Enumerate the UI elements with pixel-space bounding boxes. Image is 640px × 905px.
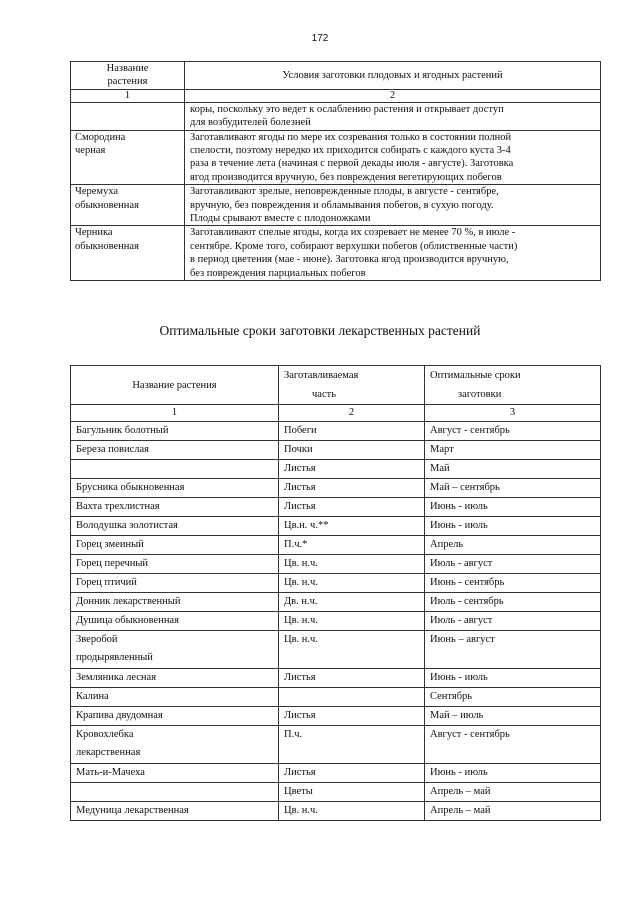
- conditions-text: Заготавливают ягоды по мере их созревания только в состоянии полной спелости, поэтому нередко их приходится собирать с каждого куста 3-4 раза в течение лета (начиная с первой декады июля - августе). Заготовка ягод производится вручную, без повреждения вегетирующих побегов: [185, 130, 601, 185]
- conditions-text: Заготавливают зрелые, неповрежденные плоды, в августе - сентябре, вручную, без повреждения и обламывания побегов, в сухую погоду. Плоды срывают вместе с плодоножками: [185, 185, 601, 226]
- table-row: [71, 479, 601, 498]
- table-row: [71, 130, 601, 185]
- harvest-conditions-table: [70, 61, 601, 281]
- optimal-term: Июнь - июль: [425, 498, 601, 517]
- table-row: [71, 726, 601, 764]
- header-plant-name: Название растения: [71, 366, 279, 405]
- harvested-part: Листья: [279, 707, 425, 726]
- table-row: [71, 631, 601, 669]
- section-title: Оптимальные сроки заготовки лекарственных растений: [159, 323, 481, 338]
- plant-name: Кровохлебка лекарственная: [71, 726, 279, 764]
- header-conditions: Условия заготовки плодовых и ягодных растений: [185, 62, 601, 90]
- optimal-term: Апрель: [425, 536, 601, 555]
- table-row: [71, 688, 601, 707]
- plant-name: Горец змеиный: [71, 536, 279, 555]
- harvested-part: Цв. н.ч.: [279, 574, 425, 593]
- plant-name: Медуница лекарственная: [71, 802, 279, 821]
- table-row: [71, 764, 601, 783]
- harvested-part: Цв. н.ч.: [279, 612, 425, 631]
- plant-name: Черемуха обыкновенная: [71, 185, 185, 226]
- table-row: [71, 555, 601, 574]
- plant-name: Земляника лесная: [71, 669, 279, 688]
- conditions-text: коры, поскольку это ведет к ослаблению растения и открывает доступ для возбудителей болезней: [185, 102, 601, 130]
- harvested-part: Цветы: [279, 783, 425, 802]
- harvested-part: П.ч.: [279, 726, 425, 764]
- harvested-part: [279, 688, 425, 707]
- plant-name: Мать-и-Мачеха: [71, 764, 279, 783]
- harvested-part: Листья: [279, 460, 425, 479]
- optimal-term: Апрель – май: [425, 802, 601, 821]
- table-row: [71, 669, 601, 688]
- optimal-term: Август - сентябрь: [425, 726, 601, 764]
- table-row: [71, 707, 601, 726]
- table-row: [71, 802, 601, 821]
- plant-name: Багульник болотный: [71, 422, 279, 441]
- harvested-part: Листья: [279, 479, 425, 498]
- plant-name: Зверобой продырявленный: [71, 631, 279, 669]
- table-row: [71, 226, 601, 281]
- plant-name: Душица обыкновенная: [71, 612, 279, 631]
- harvested-part: Листья: [279, 669, 425, 688]
- plant-name: Горец птичий: [71, 574, 279, 593]
- harvested-part: Почки: [279, 441, 425, 460]
- header-optimal-terms: Оптимальные сроки заготовки: [425, 366, 601, 405]
- optimal-term: Август - сентябрь: [425, 422, 601, 441]
- optimal-term: Июнь - сентябрь: [425, 574, 601, 593]
- optimal-term: Сентябрь: [425, 688, 601, 707]
- plant-name: Черника обыкновенная: [71, 226, 185, 281]
- table-row: [71, 422, 601, 441]
- harvest-terms-table: [70, 365, 601, 821]
- plant-name: Крапива двудомная: [71, 707, 279, 726]
- plant-name: [71, 460, 279, 479]
- harvested-part: Дв. н.ч.: [279, 593, 425, 612]
- table-header-row: [71, 366, 601, 405]
- harvested-part: Побеги: [279, 422, 425, 441]
- harvested-part: Цв. н.ч.: [279, 555, 425, 574]
- optimal-term: Апрель – май: [425, 783, 601, 802]
- column-numbering-row: 1 2: [71, 89, 601, 102]
- conditions-text: Заготавливают спелые ягоды, когда их созревает не менее 70 %, в июле - сентябре. Кроме того, собирают верхушки побегов (облиственные части) в период цветения (мае - июне). Заготовка ягод производится вручную, без повреждения парциальных побегов: [185, 226, 601, 281]
- plant-name: Калина: [71, 688, 279, 707]
- optimal-term: Июнь - июль: [425, 669, 601, 688]
- table-row: [71, 536, 601, 555]
- table-row: [71, 612, 601, 631]
- optimal-term: Июль - август: [425, 555, 601, 574]
- table-row: [71, 498, 601, 517]
- plant-name: Донник лекарственный: [71, 593, 279, 612]
- harvested-part: Цв.н. ч.**: [279, 517, 425, 536]
- table-header-row: [71, 62, 601, 90]
- table-body: [71, 422, 601, 821]
- table-row: [71, 460, 601, 479]
- plant-name: Володушка золотистая: [71, 517, 279, 536]
- harvested-part: Листья: [279, 498, 425, 517]
- optimal-term: Май: [425, 460, 601, 479]
- table-row: [71, 517, 601, 536]
- plant-name: Брусника обыкновенная: [71, 479, 279, 498]
- table-row: [71, 574, 601, 593]
- table-row: [71, 783, 601, 802]
- harvested-part: П.ч.*: [279, 536, 425, 555]
- plant-name: Береза повислая: [71, 441, 279, 460]
- optimal-term: Май – июль: [425, 707, 601, 726]
- optimal-term: Июнь - июль: [425, 764, 601, 783]
- optimal-term: Июнь - июль: [425, 517, 601, 536]
- plant-name: [71, 783, 279, 802]
- optimal-term: Март: [425, 441, 601, 460]
- plant-name: Вахта трехлистная: [71, 498, 279, 517]
- optimal-term: Июль - август: [425, 612, 601, 631]
- table-row: [71, 593, 601, 612]
- harvested-part: Цв. н.ч.: [279, 802, 425, 821]
- harvested-part: Цв. н.ч.: [279, 631, 425, 669]
- header-plant-name: Название растения: [71, 62, 185, 90]
- plant-name: Горец перечный: [71, 555, 279, 574]
- harvested-part: Листья: [279, 764, 425, 783]
- optimal-term: Июль - сентябрь: [425, 593, 601, 612]
- header-harvested-part: Заготавливаемая часть: [279, 366, 425, 405]
- page-number: 172: [311, 33, 329, 44]
- optimal-term: Июнь – август: [425, 631, 601, 669]
- table-row: [71, 441, 601, 460]
- table-row: [71, 102, 601, 130]
- plant-name: [71, 102, 185, 130]
- plant-name: Смородина черная: [71, 130, 185, 185]
- optimal-term: Май – сентябрь: [425, 479, 601, 498]
- table-row: [71, 185, 601, 226]
- column-numbering-row: 1 2 3: [71, 405, 601, 422]
